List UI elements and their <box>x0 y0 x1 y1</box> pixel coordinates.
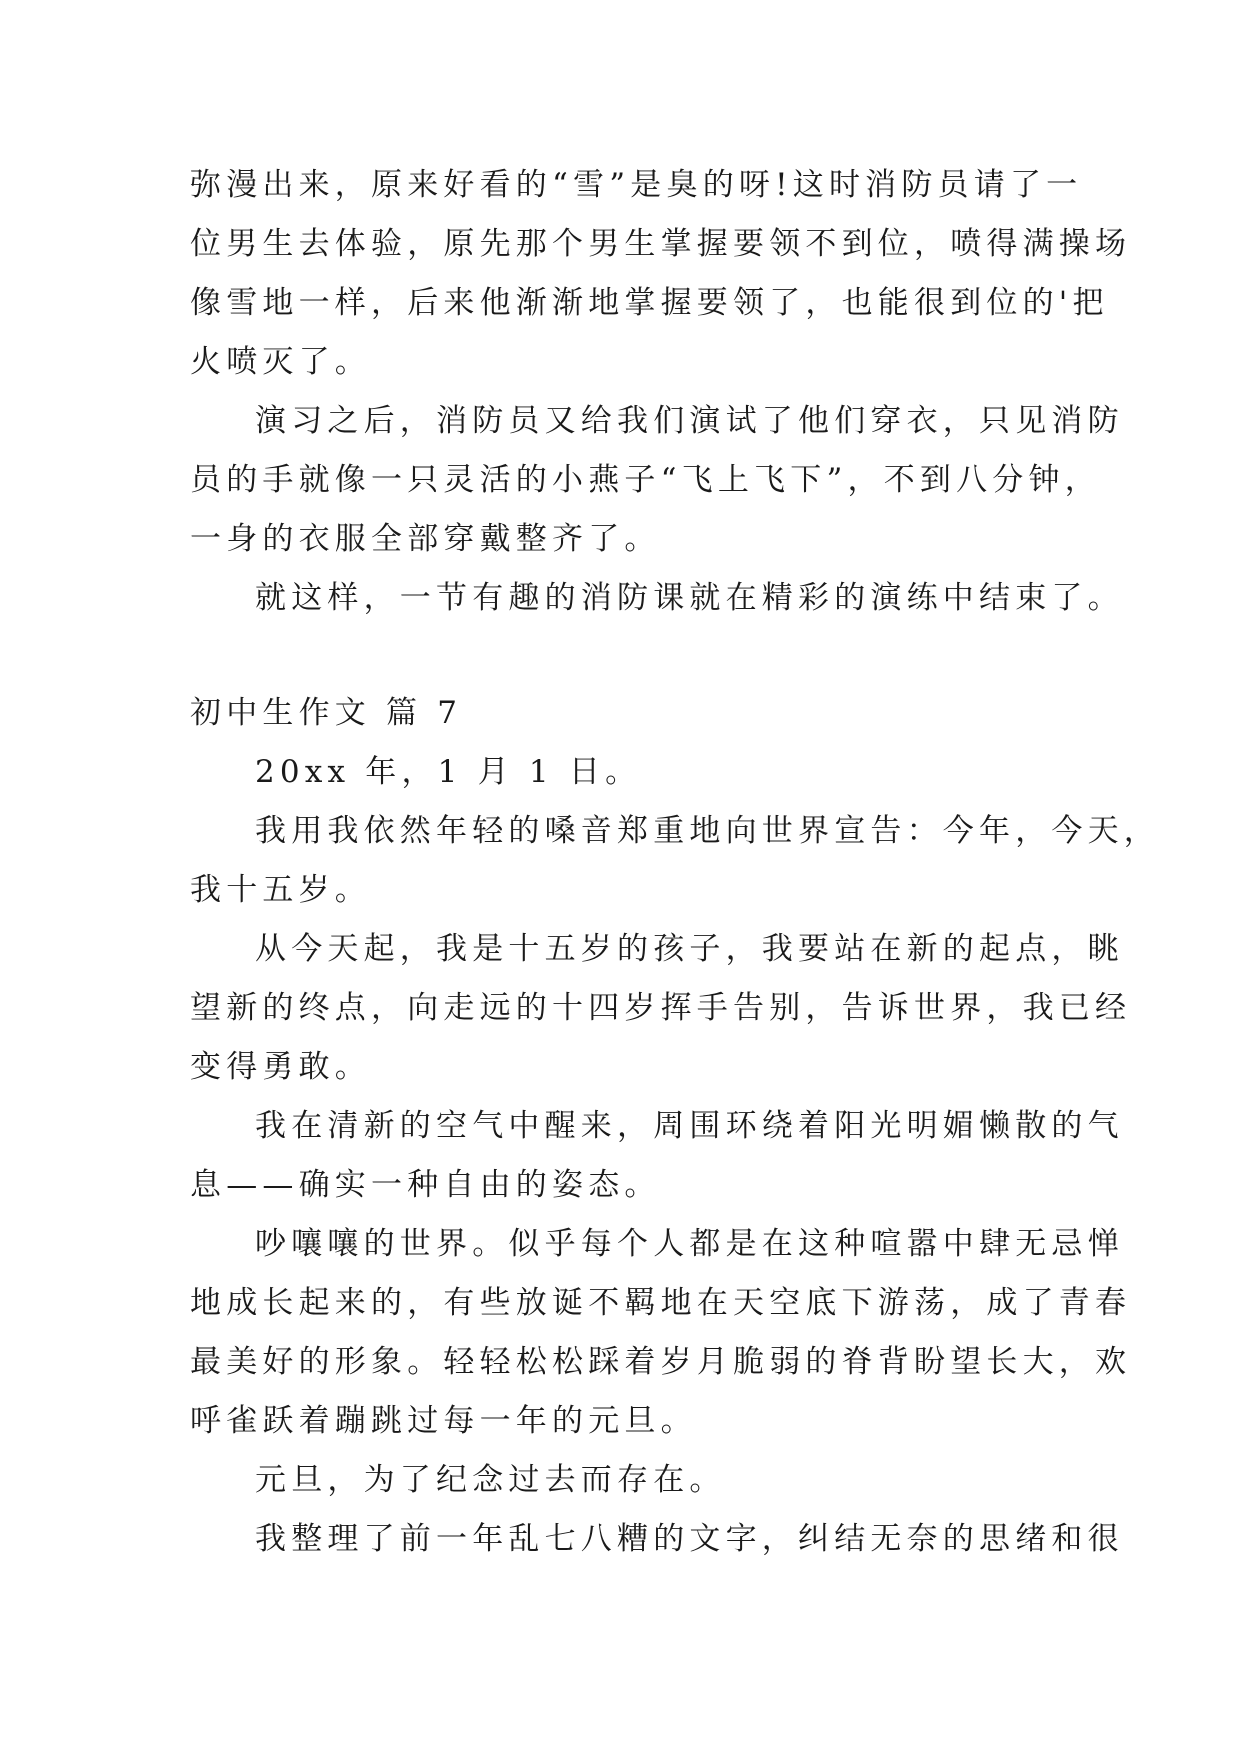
text-line: 火喷灭了。 <box>190 344 371 380</box>
text-line: 吵嚷嚷的世界。似乎每个人都是在这种喧嚣中肆无忌惮 <box>255 1226 1124 1262</box>
section-heading: 初中生作文 篇 7 <box>190 695 463 731</box>
text-line: 地成长起来的，有些放诞不羁地在天空底下游荡，成了青春 <box>190 1285 1132 1321</box>
text-line: 位男生去体验，原先那个男生掌握要领不到位，喷得满操场 <box>190 226 1132 262</box>
text-line: 20xx 年，1 月 1 日。 <box>255 754 642 790</box>
text-line: 我整理了前一年乱七八糟的文字，纠结无奈的思绪和很 <box>255 1521 1124 1557</box>
text-line: 我用我依然年轻的嗓音郑重地向世界宣告：今年，今天， <box>255 813 1160 849</box>
text-line: 呼雀跃着蹦跳过每一年的元旦。 <box>190 1403 697 1439</box>
text-line: 我在清新的空气中醒来，周围环绕着阳光明媚懒散的气 <box>255 1108 1124 1144</box>
text-line: 我十五岁。 <box>190 872 371 908</box>
text-line: 员的手就像一只灵活的小燕子“飞上飞下”，不到八分钟， <box>190 462 1101 498</box>
text-line: 从今天起，我是十五岁的孩子，我要站在新的起点，眺 <box>255 931 1124 967</box>
text-line: 演习之后，消防员又给我们演试了他们穿衣，只见消防 <box>255 403 1124 439</box>
text-line: 变得勇敢。 <box>190 1049 371 1085</box>
text-line: 一身的衣服全部穿戴整齐了。 <box>190 521 661 557</box>
text-line: 望新的终点，向走远的十四岁挥手告别，告诉世界，我已经 <box>190 990 1132 1026</box>
text-line: 弥漫出来，原来好看的“雪”是臭的呀!这时消防员请了一 <box>190 167 1083 203</box>
text-line: 像雪地一样，后来他渐渐地掌握要领了，也能很到位的'把 <box>190 285 1109 321</box>
text-line: 息——确实一种自由的姿态。 <box>190 1167 661 1203</box>
text-line: 就这样，一节有趣的消防课就在精彩的演练中结束了。 <box>255 580 1124 616</box>
text-line: 最美好的形象。轻轻松松踩着岁月脆弱的脊背盼望长大，欢 <box>190 1344 1132 1380</box>
text-line: 元旦，为了纪念过去而存在。 <box>255 1462 726 1498</box>
